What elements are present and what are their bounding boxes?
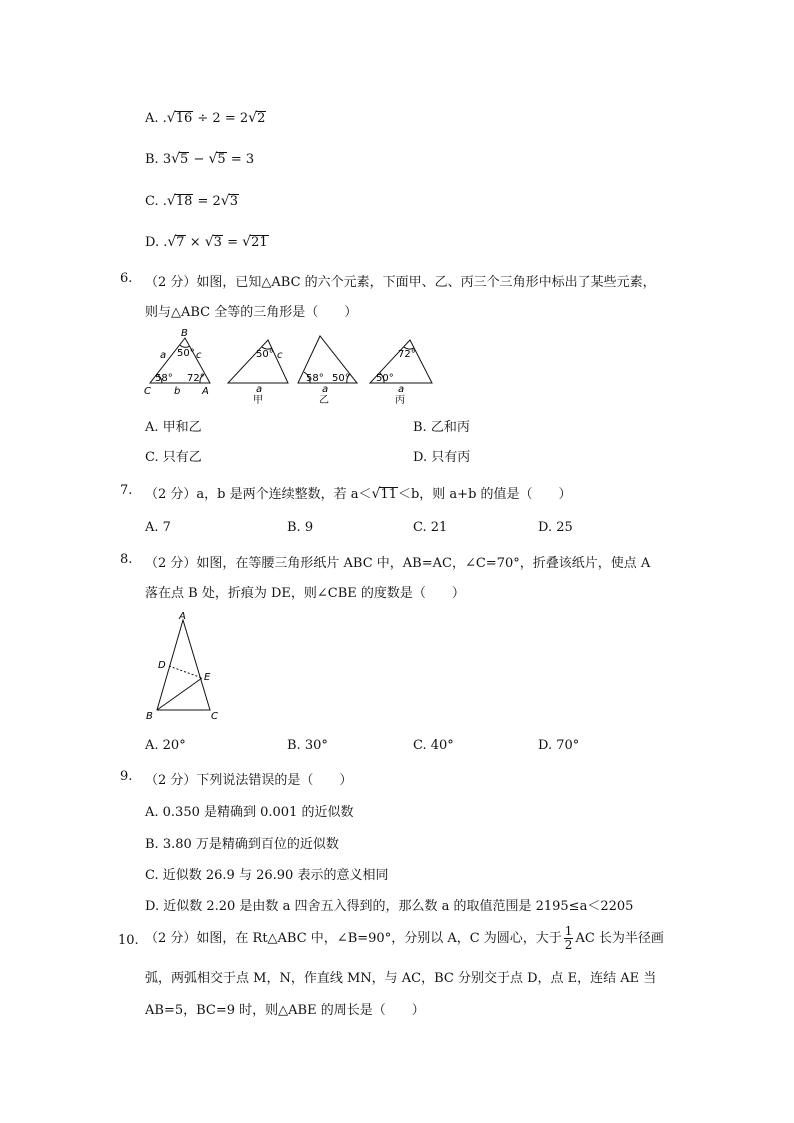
q6-yi-angle1: 58° — [306, 373, 324, 384]
q10-fraction — [564, 925, 574, 952]
q8-label-A: A — [179, 611, 186, 622]
q7-option-a: A. 7 — [145, 520, 171, 535]
q5-option-d: D. .√7 × √3 = √21 — [145, 234, 268, 250]
q7-option-b: B. 9 — [287, 520, 314, 535]
q7-option-c: C. 21 — [413, 520, 448, 535]
q7-stem: （2 分）a，b 是两个连续整数，若 a＜√11＜b，则 a+b 的值是（ ） — [145, 486, 572, 502]
q10-line3: AB=5，BC=9 时，则△ABE 的周长是（ ） — [145, 1003, 425, 1018]
q6-triangle-jia — [228, 340, 288, 383]
q6-jia-name: 甲 — [253, 395, 263, 406]
q6-option-b: B. 乙和丙 — [413, 420, 470, 435]
q6-figure — [140, 326, 440, 408]
q6-label-a: a — [160, 350, 167, 361]
q5-option-d-eq: = — [227, 235, 238, 250]
q6-jia-a: a — [256, 384, 263, 395]
q5-option-a-radicand: 16 — [175, 111, 193, 126]
q6-line2: 则与△ABC 全等的三角形是（ ） — [145, 305, 358, 320]
q6-jia-angle: 50° — [256, 349, 274, 360]
q6-label-C: C — [144, 386, 151, 397]
q9-number: 9. — [120, 769, 133, 784]
q8-option-c: C. 40° — [413, 738, 454, 753]
q5-option-d-radicand3: 21 — [251, 235, 268, 250]
q9-option-a: A. 0.350 是精确到 0.001 的近似数 — [145, 805, 354, 820]
q5-option-b-label: B. 3 — [145, 152, 172, 167]
q6-label-A: A — [202, 386, 209, 397]
q5-option-c-rest: = 2 — [197, 194, 221, 209]
q5-option-d-radicand2: 3 — [213, 235, 222, 250]
q6-yi-a: a — [322, 384, 329, 395]
q8-label-C: C — [211, 711, 218, 722]
q10-line1 — [145, 925, 664, 952]
q6-option-d: D. 只有丙 — [413, 450, 471, 465]
q8-label-D: D — [158, 660, 166, 671]
q5-option-b: B. 3√5 − √5 = 3 — [145, 151, 255, 167]
q6-jia-c: c — [277, 350, 283, 361]
q9-line1: （2 分）下列说法错误的是（ ） — [145, 773, 353, 788]
q5-option-c-radicand: 18 — [175, 194, 193, 209]
q10-line1-after: AC 长为半径画 — [575, 931, 664, 946]
q6-label-B: B — [181, 328, 188, 339]
q10-line1-before: （2 分）如图，在 Rt△ABC 中，∠B=90°，分别以 A，C 为圆心，大于 — [145, 931, 562, 946]
q8-label-E: E — [204, 672, 211, 683]
q8-number: 8. — [120, 552, 133, 567]
q6-angle-B: 50° — [177, 348, 195, 359]
q6-label-c: c — [196, 350, 202, 361]
q8-option-b: B. 30° — [287, 738, 328, 753]
q5-option-c-label: C. . — [145, 194, 167, 209]
q9-option-d: D. 近似数 2.20 是由数 a 四舍五入得到的，那么数 a 的取值范围是 2195≤a＜2205 — [145, 899, 634, 914]
q5-option-a-radicand2: 2 — [257, 111, 266, 126]
q6-angle-A: 72° — [187, 373, 205, 384]
q6-bing-angle1: 72° — [398, 349, 416, 360]
q6-bing-name: 丙 — [395, 395, 405, 406]
q7-text-before: （2 分）a，b 是两个连续整数，若 a＜ — [145, 487, 372, 502]
q8-option-a: A. 20° — [145, 738, 186, 753]
q10-number: 10. — [118, 933, 139, 948]
q6-yi-name: 乙 — [319, 395, 329, 406]
q6-option-c: C. 只有乙 — [145, 450, 202, 465]
q6-bing-angle2: 50° — [376, 373, 394, 384]
q5-option-d-op: × — [189, 235, 201, 250]
q7-radicand: 11 — [380, 487, 397, 502]
q5-option-d-radicand: 7 — [176, 235, 185, 250]
q9-option-b: B. 3.80 万是精确到百位的近似数 — [145, 837, 339, 852]
q6-angle-C: 58° — [155, 373, 173, 384]
q8-figure — [140, 608, 230, 724]
q5-option-b-rest: = 3 — [230, 152, 255, 167]
q6-label-b: b — [174, 386, 181, 397]
q8-option-d: D. 70° — [538, 738, 580, 753]
q5-option-a: A. .√16 ÷ 2 = 2√2 — [145, 110, 266, 126]
q5-option-a-label: A. . — [145, 111, 167, 126]
q7-option-d: D. 25 — [538, 520, 573, 535]
q6-bing-a: a — [398, 384, 405, 395]
q8-line1: （2 分）如图，在等腰三角形纸片 ABC 中，AB=AC，∠C=70°，折叠该纸片，使点 A — [145, 556, 651, 571]
q7-number: 7. — [120, 483, 133, 498]
q10-line2: 弧，两弧相交于点 M，N，作直线 MN，与 AC，BC 分别交于点 D，点 E，连结 AE 当 — [145, 971, 657, 986]
q5-option-a-rest: ÷ 2 = 2 — [197, 111, 249, 126]
q8-label-B: B — [146, 711, 153, 722]
q8-line2: 落在点 B 处，折痕为 DE，则∠CBE 的度数是（ ） — [145, 586, 465, 601]
q10-fraction-numerator: 1 — [564, 924, 573, 938]
q5-option-d-label: D. . — [145, 235, 168, 250]
q5-option-b-radicand: 5 — [180, 152, 189, 167]
q6-line1: （2 分）如图，已知△ABC 的六个元素，下面甲、乙、丙三个三角形中标出了某些元素， — [145, 275, 656, 290]
q6-yi-angle2: 50° — [332, 373, 350, 384]
q5-option-b-radicand2: 5 — [217, 152, 226, 167]
q6-number: 6. — [120, 271, 133, 286]
q10-fraction-denominator: 2 — [564, 938, 573, 952]
q7-text-after: ＜b，则 a+b 的值是（ ） — [397, 487, 572, 502]
q6-option-a: A. 甲和乙 — [145, 420, 202, 435]
q5-option-c-radicand2: 3 — [229, 194, 238, 209]
q5-option-c: C. .√18 = 2√3 — [145, 193, 238, 209]
q9-option-c: C. 近似数 26.9 与 26.90 表示的意义相同 — [145, 868, 389, 883]
q5-option-b-op: − — [193, 152, 205, 167]
